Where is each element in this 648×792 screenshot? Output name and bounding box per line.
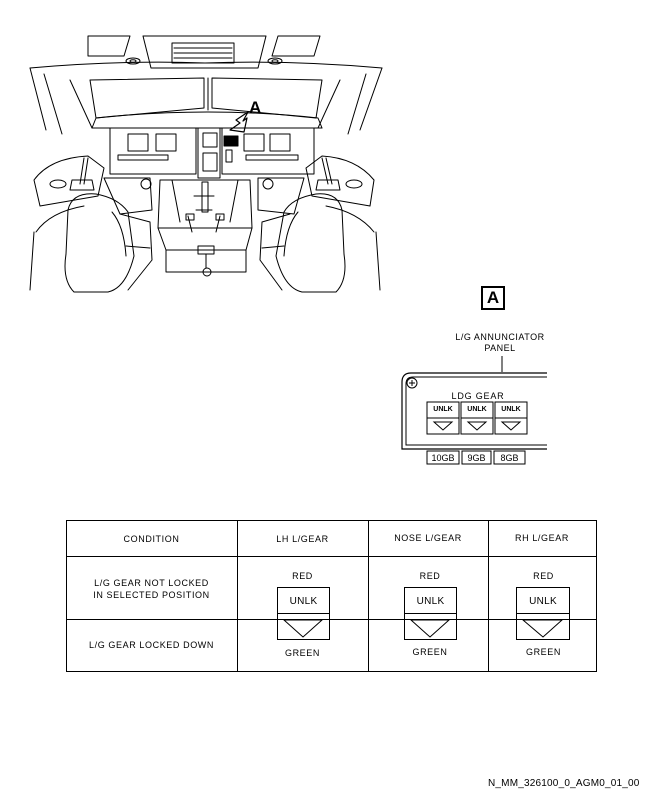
nose-indicator-text: UNLK bbox=[416, 596, 445, 607]
condition-locked-down: L/G GEAR LOCKED DOWN bbox=[88, 640, 215, 650]
lh-color-green: GREEN bbox=[284, 648, 320, 658]
rh-color-green: GREEN bbox=[525, 647, 561, 657]
rh-indicator-text: UNLK bbox=[529, 596, 557, 607]
header-condition: CONDITION bbox=[123, 534, 180, 544]
panel-title-line2: PANEL bbox=[484, 343, 516, 353]
header-rh-gear: RH L/GEAR bbox=[515, 533, 569, 543]
breaker-label-3: 8GB bbox=[500, 453, 519, 463]
nose-light-text: UNLK bbox=[467, 406, 487, 413]
condition-not-locked-line1: L/G GEAR NOT LOCKED bbox=[94, 578, 209, 588]
detail-letter-box: A bbox=[481, 286, 505, 310]
figure-reference: N_MM_326100_0_AGM0_01_00 bbox=[488, 778, 640, 789]
header-nose-gear: NOSE L/GEAR bbox=[394, 533, 462, 543]
panel-title-line1: L/G ANNUNCIATOR bbox=[455, 332, 545, 342]
callout-letter: A bbox=[249, 98, 262, 117]
nose-color-green: GREEN bbox=[412, 647, 448, 657]
rh-light-text: UNLK bbox=[501, 406, 521, 413]
lh-color-red: RED bbox=[292, 571, 313, 581]
lh-light-text: UNLK bbox=[433, 406, 453, 413]
nose-color-red: RED bbox=[419, 571, 441, 581]
header-lh-gear: LH L/GEAR bbox=[276, 534, 329, 544]
lh-indicator-text: UNLK bbox=[289, 596, 318, 607]
breaker-label-1: 10GB bbox=[431, 453, 455, 463]
breaker-label-2: 9GB bbox=[467, 453, 486, 463]
rh-color-red: RED bbox=[533, 571, 554, 581]
panel-label: LDG GEAR bbox=[451, 391, 505, 401]
condition-not-locked-line2: IN SELECTED POSITION bbox=[93, 590, 210, 600]
condition-not-locked bbox=[66, 577, 237, 601]
